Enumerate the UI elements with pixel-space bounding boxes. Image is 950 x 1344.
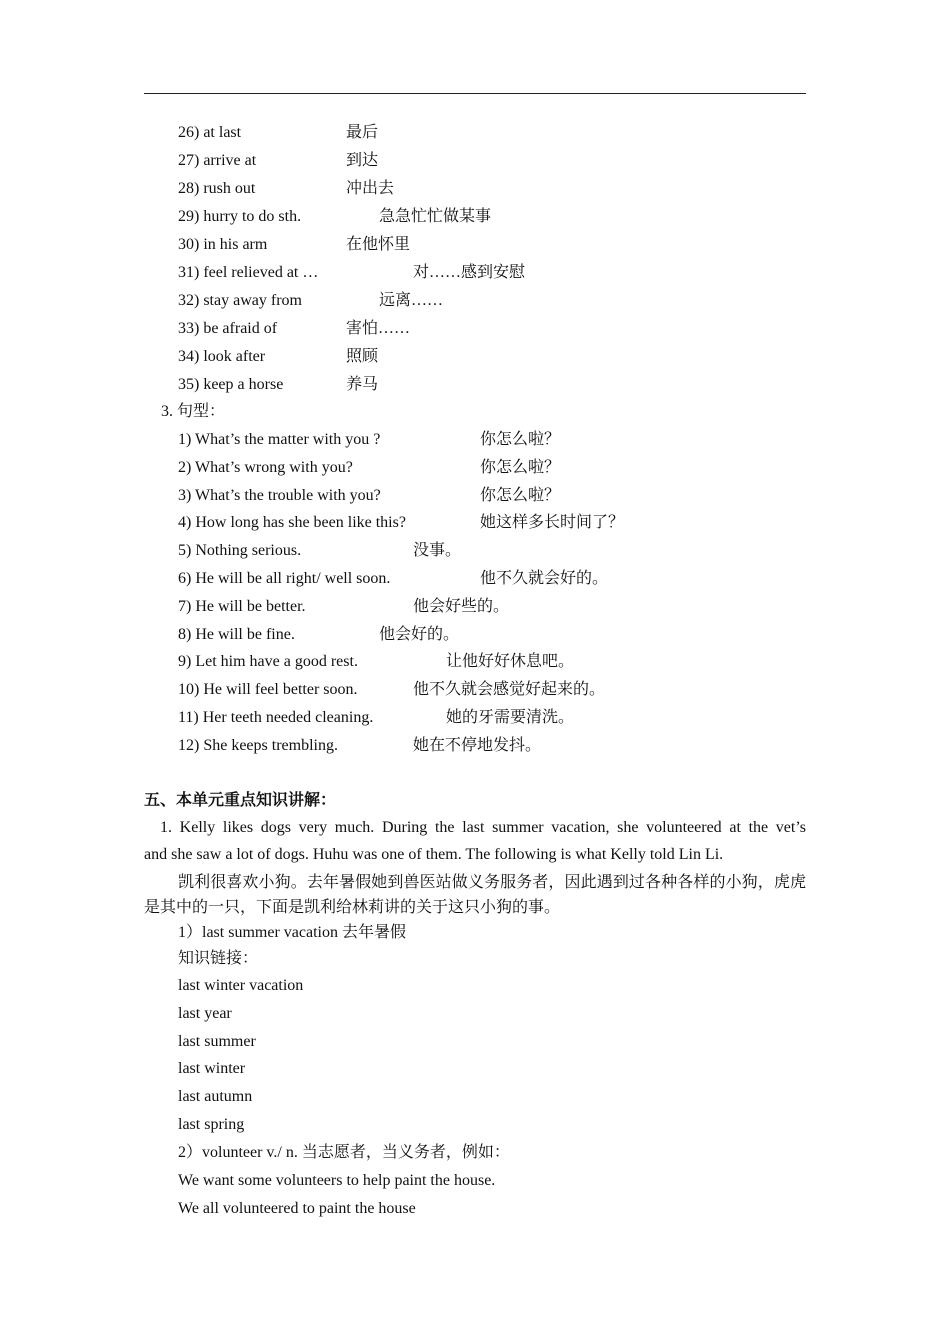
list-item (178, 512, 778, 534)
list-item (178, 374, 778, 396)
pattern-english: 5) Nothing serious. (178, 542, 302, 559)
list-item (178, 122, 778, 144)
phrase-chinese: 养马 (346, 376, 379, 393)
phrase-chinese: 害怕…… (346, 320, 411, 337)
related-phrase: last winter vacation (178, 977, 304, 994)
phrase-english: 35) keep a horse (178, 376, 284, 393)
pattern-english: 1) What’s the matter with you ? (178, 431, 381, 448)
paragraph-line: 1. Kelly likes dogs very much. During the last summer vacation, she volunteered at the vet’s (160, 819, 806, 836)
phrase-chinese: 对……感到安慰 (413, 264, 526, 281)
phrase-english: 28) rush out (178, 180, 256, 197)
related-phrase: last winter (178, 1060, 246, 1077)
list-item (178, 679, 778, 701)
list-item (178, 624, 778, 646)
list-item (178, 346, 778, 368)
list-item (178, 485, 778, 507)
pattern-english: 8) He will be fine. (178, 626, 295, 643)
paragraph-chinese: 凯利很喜欢小狗。去年暑假她到兽医站做义务服务者，因此遇到过各种各样的小狗，虎虎是其中的一只，下面是凯利给林莉讲的关于这只小狗的事。 (144, 874, 806, 916)
pattern-chinese: 他会好的。 (379, 626, 460, 643)
related-phrase: last summer (178, 1033, 256, 1050)
phrase-english: 33) be afraid of (178, 320, 278, 337)
phrase-chinese: 急急忙忙做某事 (379, 208, 492, 225)
pattern-chinese: 她这样多长时间了？ (480, 514, 625, 531)
phrase-chinese: 远离…… (379, 292, 444, 309)
pattern-english: 6) He will be all right/ well soon. (178, 570, 391, 587)
related-phrase: last spring (178, 1116, 245, 1133)
pattern-english: 4) How long has she been like this? (178, 514, 406, 531)
pattern-english: 10) He will feel better soon. (178, 681, 358, 698)
list-item (178, 318, 778, 340)
phrase-english: 32) stay away from (178, 292, 302, 309)
list-item (178, 651, 778, 673)
pattern-chinese: 他不久就会好的。 (480, 570, 609, 587)
pattern-english: 9) Let him have a good rest. (178, 653, 358, 670)
list-item (178, 707, 778, 729)
phrase-chinese: 最后 (346, 124, 379, 141)
list-item (178, 735, 778, 757)
phrase-english: 27) arrive at (178, 152, 257, 169)
pattern-english: 12) She keeps trembling. (178, 737, 338, 754)
phrase-chinese: 在他怀里 (346, 236, 411, 253)
list-item (178, 234, 778, 256)
list-item (178, 568, 778, 590)
pattern-chinese: 让他好好休息吧。 (446, 653, 575, 670)
list-item (178, 150, 778, 172)
pattern-chinese: 没事。 (413, 542, 462, 559)
list-item (178, 206, 778, 228)
phrase-chinese: 冲出去 (346, 180, 395, 197)
pattern-english: 11) Her teeth needed cleaning. (178, 709, 374, 726)
list-item (178, 457, 778, 479)
pattern-chinese: 你怎么啦？ (480, 459, 561, 476)
section-heading-patterns: 3. 句型： (161, 403, 226, 420)
related-phrase: last year (178, 1005, 232, 1022)
header-rule (144, 93, 806, 94)
phrase-english: 31) feel relieved at … (178, 264, 319, 281)
paragraph-line: and she saw a lot of dogs. Huhu was one of them. The following is what Kelly told Lin Li. (144, 846, 724, 863)
list-item (178, 262, 778, 284)
pattern-english: 2) What’s wrong with you? (178, 459, 353, 476)
related-phrase: last autumn (178, 1088, 253, 1105)
pattern-chinese: 他会好些的。 (413, 598, 510, 615)
link-label: 知识链接： (178, 950, 259, 967)
point-item: 2）volunteer v./ n. 当志愿者，当义务者，例如： (178, 1144, 510, 1161)
section-heading: 五、本单元重点知识讲解： (144, 792, 337, 809)
example-sentence: We all volunteered to paint the house (178, 1200, 416, 1217)
phrase-english: 26) at last (178, 124, 242, 141)
pattern-chinese: 她的牙需要清洗。 (446, 709, 575, 726)
phrase-english: 34) look after (178, 348, 266, 365)
list-item (178, 429, 778, 451)
phrase-english: 30) in his arm (178, 236, 268, 253)
phrase-english: 29) hurry to do sth. (178, 208, 302, 225)
example-sentence: We want some volunteers to help paint the house. (178, 1172, 496, 1189)
pattern-chinese: 你怎么啦？ (480, 431, 561, 448)
list-item (178, 596, 778, 618)
pattern-chinese: 他不久就会感觉好起来的。 (413, 681, 606, 698)
pattern-chinese: 你怎么啦？ (480, 487, 561, 504)
point-item: 1）last summer vacation 去年暑假 (178, 924, 406, 941)
phrase-chinese: 到达 (346, 152, 379, 169)
pattern-english: 3) What’s the trouble with you? (178, 487, 381, 504)
list-item (178, 290, 778, 312)
list-item (178, 178, 778, 200)
list-item (178, 540, 778, 562)
pattern-english: 7) He will be better. (178, 598, 306, 615)
pattern-chinese: 她在不停地发抖。 (413, 737, 542, 754)
paragraph-english (144, 814, 806, 868)
phrase-chinese: 照顾 (346, 348, 379, 365)
